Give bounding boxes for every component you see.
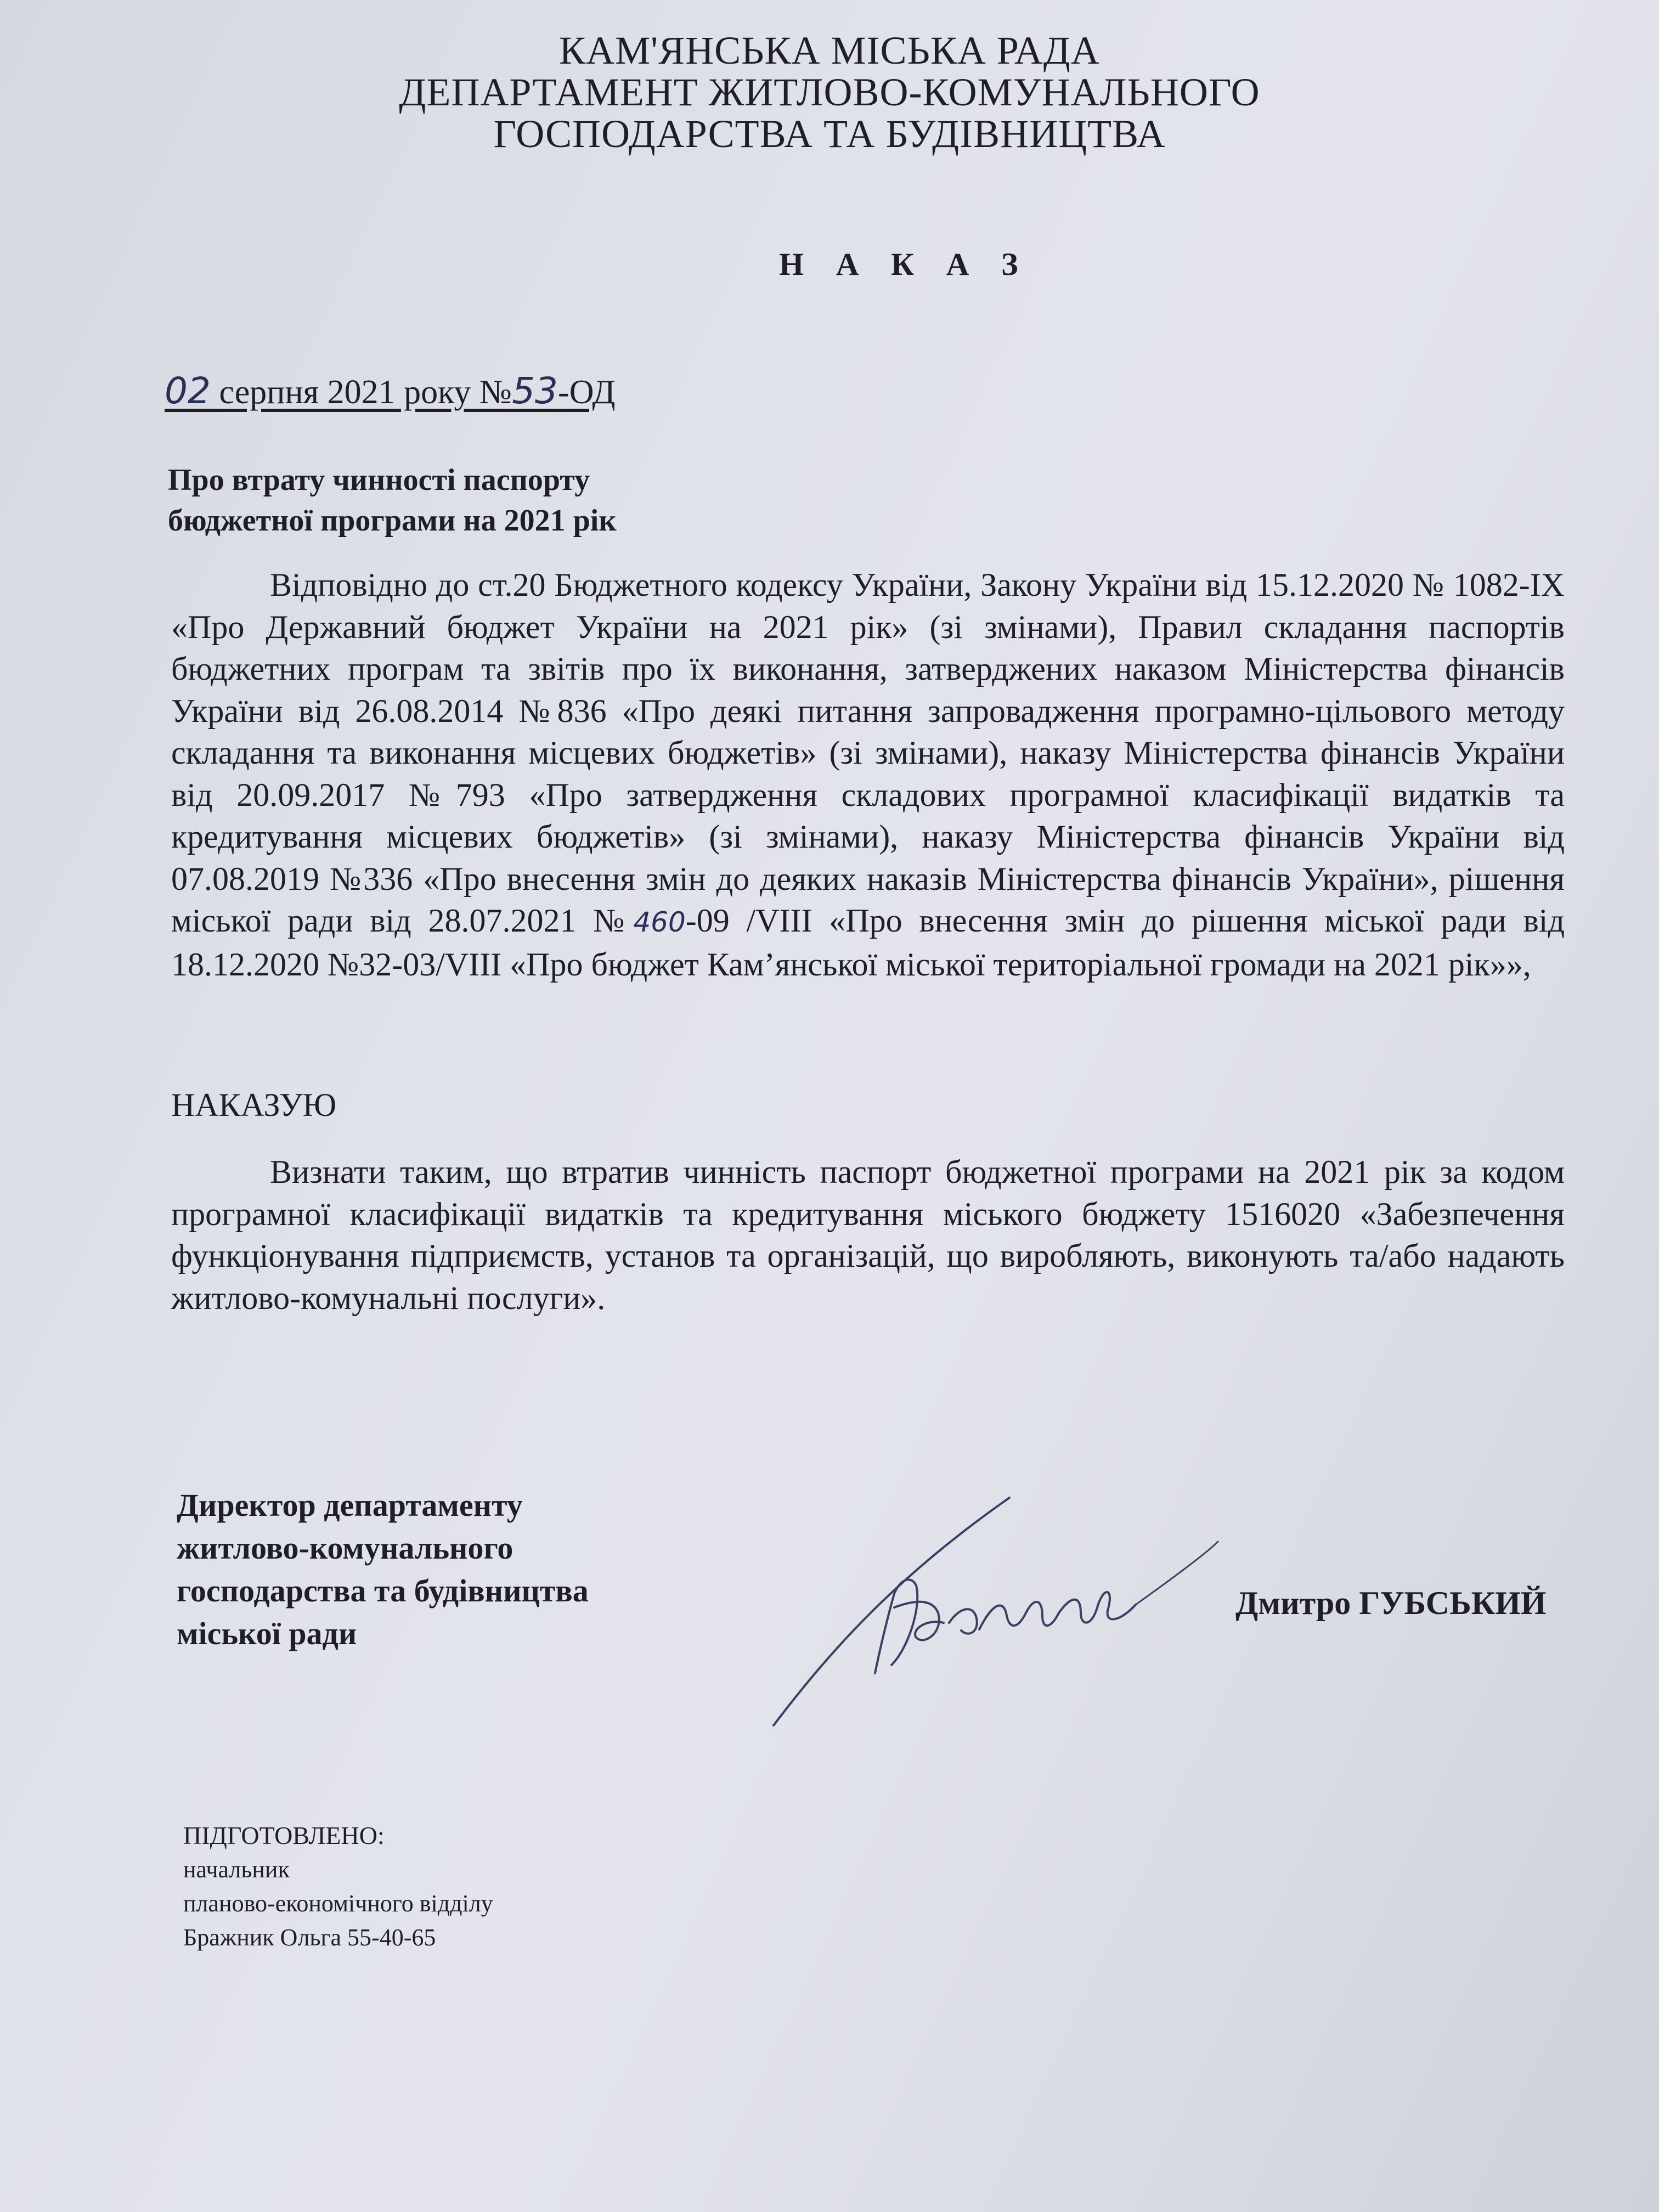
prepared-by-block bbox=[183, 1819, 493, 1955]
preamble-text-after: -09 /VIII «Про внесення змін до рішення міської ради від 18.12.2020 №32-03/VIII «Про бюджет Кам’янської міської територіальної громади на 2021 рік»», bbox=[171, 902, 1565, 983]
subject-line-2: бюджетної програми на 2021 рік bbox=[168, 504, 617, 538]
handwritten-day: 02 bbox=[165, 370, 211, 412]
prepared-department: планово-економічного відділу bbox=[183, 1890, 493, 1917]
order-dateline bbox=[165, 370, 616, 412]
signatory-position bbox=[177, 1484, 589, 1655]
date-month-year: серпня 2021 року № bbox=[219, 374, 512, 411]
signatory-line-2: житлово-комунального bbox=[177, 1530, 514, 1566]
document-type-title: Н А К А З bbox=[779, 246, 1030, 282]
order-number-suffix: -ОД bbox=[558, 374, 616, 411]
header-council: КАМ'ЯНСЬКА МІСЬКА РАДА bbox=[559, 29, 1100, 72]
handwritten-signature bbox=[757, 1481, 1240, 1745]
preamble-text-before: Відповідно до ст.20 Бюджетного кодексу України, Закону України від 15.12.2020 № 1082-IX «Про Державний бюджет України на 2021 рік» (зі змінами), Правил складання паспортів бюджетних програм та звітів про їх виконання, затверджених наказом Міністерства фінансів України від 26.08.2014 №836 «Про деякі питання запровадження програмно-цільового методу складання та виконання місцевих бюджетів» (зі змінами), наказу Міністерства фінансів України від 20.09.2017 №793 «Про затвердження складових програмної класифікації видатків та кредитування місцевих бюджетів» (зі змінами), наказу Міністерства фінансів України від 07.08.2019 №336 «Про внесення змін до деяких наказів Міністерства фінансів України», рішення міської ради від 28.07.2021 № bbox=[171, 567, 1565, 939]
header-department-line2: ГОСПОДАРСТВА ТА БУДІВНИЦТВА bbox=[493, 112, 1166, 156]
handwritten-decision-number: 460 bbox=[633, 906, 686, 938]
header-department-line1: ДЕПАРТАМЕНТ ЖИТЛОВО-КОМУНАЛЬНОГО bbox=[399, 70, 1260, 114]
preamble-paragraph bbox=[171, 564, 1565, 985]
order-paragraph: Визнати таким, що втратив чинність паспорт бюджетної програми на 2021 рік за кодом програмної класифікації видатків та кредитування міського бюджету 1516020 «Забезпечення функціонування підприємств, установ та організацій, що виробляють, виконують та/або надають житлово-комунальні послуги». bbox=[171, 1154, 1565, 1316]
signatory-line-1: Директор департаменту bbox=[177, 1487, 523, 1523]
signatory-line-3: господарства та будівництва bbox=[177, 1573, 589, 1609]
handwritten-order-number: 53 bbox=[512, 370, 558, 412]
prepared-label: ПІДГОТОВЛЕНО: bbox=[183, 1821, 385, 1849]
signatory-line-4: міської ради bbox=[177, 1616, 357, 1651]
prepared-name-phone: Бражник Ольга 55-40-65 bbox=[183, 1924, 436, 1951]
signatory-name: Дмитро ГУБСЬКИЙ bbox=[1235, 1585, 1547, 1621]
prepared-position: начальник bbox=[183, 1856, 290, 1883]
subject-line-1: Про втрату чинності паспорту bbox=[168, 463, 590, 497]
order-subject bbox=[168, 460, 617, 541]
order-keyword: НАКАЗУЮ bbox=[171, 1087, 337, 1123]
